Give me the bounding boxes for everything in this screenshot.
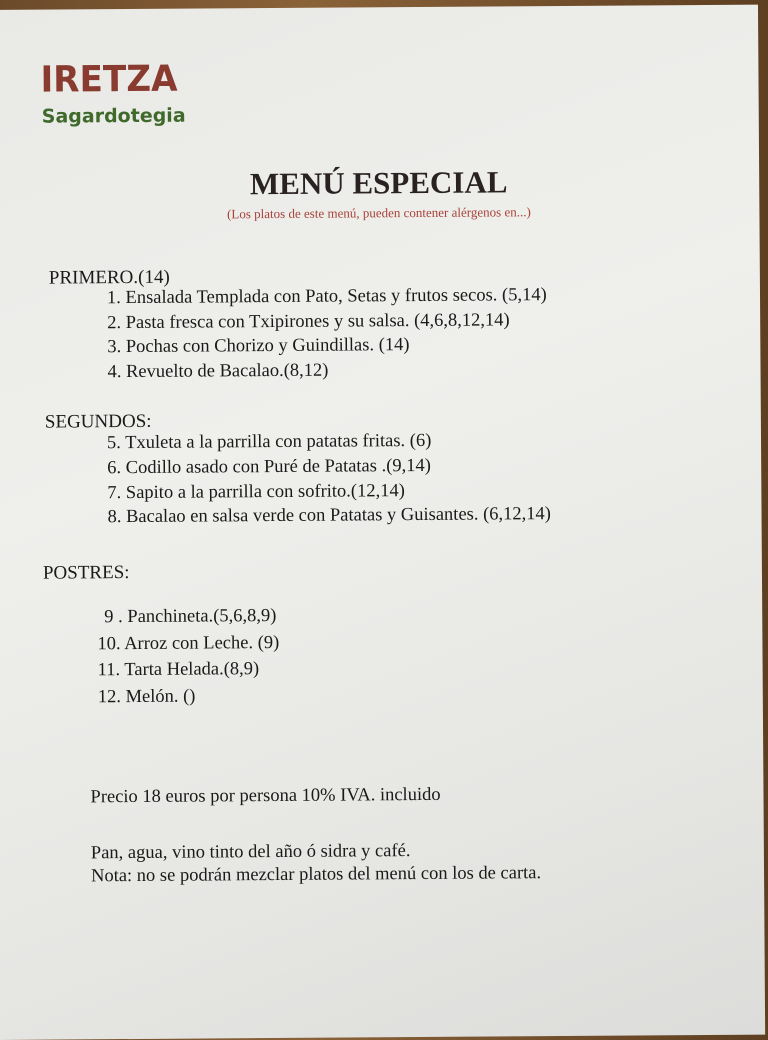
price-line: Precio 18 euros por persona 10% IVA. incluido <box>90 784 441 808</box>
menu-item: 7. Sapito a la parrilla con sofrito.(12,14) <box>107 481 405 504</box>
nota-line: Nota: no se podrán mezclar platos del menú con los de carta. <box>90 863 542 887</box>
section-heading-primero: PRIMERO.(14) <box>48 266 170 289</box>
menu-item: 3. Pochas con Chorizo y Guindillas. (14) <box>107 335 410 358</box>
menu-item: 11. Tarta Helada.(8,9) <box>97 659 260 681</box>
restaurant-logo: IRETZA <box>40 58 178 101</box>
restaurant-subtitle: Sagardotegia <box>41 104 186 128</box>
section-heading-segundos: SEGUNDOS: <box>44 410 152 433</box>
menu-item: 1. Ensalada Templada con Pato, Setas y frutos secos. (5,14) <box>106 285 547 309</box>
menu-item: 9 . Panchineta.(5,6,8,9) <box>104 606 277 628</box>
menu-paper <box>0 5 765 1040</box>
menu-item: 6. Codillo asado con Puré de Patatas .(9,14) <box>107 455 431 479</box>
section-heading-postres: POSTRES: <box>42 562 130 584</box>
allergen-note: (Los platos de este menú, pueden contener alérgenos en...) <box>227 204 531 222</box>
menu-item: 10. Arroz con Leche. (9) <box>97 632 280 655</box>
menu-item: 2. Pasta fresca con Txipirones y su salsa. (4,6,8,12,14) <box>107 310 510 334</box>
menu-item: 12. Melón. () <box>97 686 196 708</box>
includes-line: Pan, agua, vino tinto del año ó sidra y café. <box>90 841 411 864</box>
menu-item: 4. Revuelto de Bacalao.(8,12) <box>107 360 329 383</box>
menu-item: 5. Txuleta a la parrilla con patatas fritas. (6) <box>106 430 432 454</box>
menu-item: 8. Bacalao en salsa verde con Patatas y Guisantes. (6,12,14) <box>107 504 551 528</box>
menu-title: MENÚ ESPECIAL <box>249 164 508 202</box>
